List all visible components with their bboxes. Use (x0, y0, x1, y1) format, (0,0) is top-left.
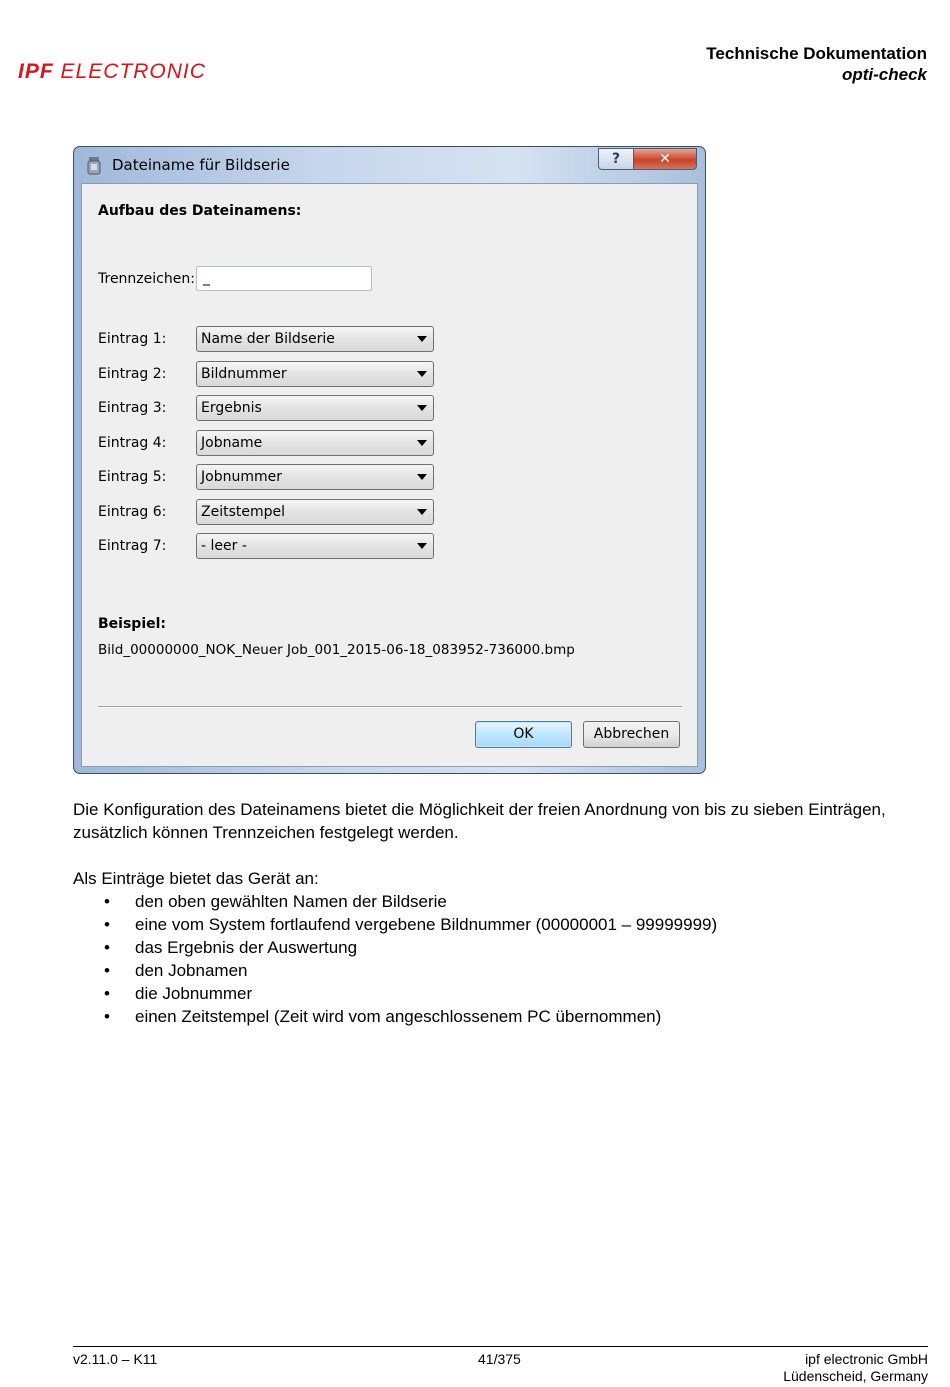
list-item-text: eine vom System fortlaufend vergebene Bildnummer (00000001 – 99999999) (135, 915, 718, 934)
list-item (100, 890, 717, 913)
close-button[interactable]: ✕ (633, 148, 697, 170)
filename-dialog-window (73, 146, 706, 774)
bullet-icon: • (104, 984, 110, 1003)
bullet-icon: • (104, 938, 110, 957)
footer-rule (73, 1346, 928, 1347)
entry-value: Jobname (201, 435, 263, 451)
entry-4-select[interactable] (196, 430, 434, 456)
list-item (100, 959, 717, 982)
entry-label: Eintrag 6: (98, 504, 167, 520)
list-item (100, 936, 717, 959)
dialog-client-area (81, 183, 698, 767)
entry-1-select[interactable] (196, 326, 434, 352)
logo-electronic: ELECTRONIC (60, 60, 206, 83)
entry-value: Ergebnis (201, 400, 262, 416)
bullet-icon: • (104, 961, 110, 980)
cancel-button[interactable]: Abbrechen (583, 721, 680, 748)
entry-label: Eintrag 7: (98, 538, 167, 554)
entry-label: Eintrag 2: (98, 366, 167, 382)
entry-label: Eintrag 4: (98, 435, 167, 451)
footer-version: v2.11.0 – K11 (73, 1351, 158, 1367)
separator-label: Trennzeichen: (98, 271, 195, 287)
list-item-text: die Jobnummer (135, 984, 253, 1003)
entry-6-select[interactable] (196, 499, 434, 525)
chevron-down-icon (417, 336, 427, 342)
document-header (706, 43, 927, 85)
list-item (100, 982, 717, 1005)
list-item (100, 1005, 717, 1028)
footer-location: Lüdenscheid, Germany (783, 1368, 928, 1384)
divider (98, 706, 682, 708)
list-item-text: den oben gewählten Namen der Bildserie (135, 892, 447, 911)
ok-button[interactable]: OK (475, 721, 572, 748)
list-item-text: das Ergebnis der Auswertung (135, 938, 358, 957)
bullet-icon: • (104, 892, 110, 911)
list-item-text: den Jobnamen (135, 961, 248, 980)
chevron-down-icon (417, 371, 427, 377)
list-item (100, 913, 717, 936)
footer-company (783, 1351, 928, 1385)
entry-label: Eintrag 3: (98, 400, 167, 416)
company-logo (18, 60, 206, 84)
entry-value: Jobnummer (201, 469, 282, 485)
dialog-title: Dateiname für Bildserie (112, 156, 290, 174)
entry-value: - leer - (201, 538, 247, 554)
list-item-text: einen Zeitstempel (Zeit wird vom angeschlossenem PC übernommen) (135, 1007, 662, 1026)
intro-line-1: Die Konfiguration des Dateinamens bietet die Möglichkeit der freien Anordnung von bis zu sieben Einträgen, (73, 800, 886, 819)
footer-page-number: 41/375 (478, 1351, 521, 1367)
chevron-down-icon (417, 543, 427, 549)
doc-subtitle: opti-check (841, 65, 927, 84)
entry-5-select[interactable] (196, 464, 434, 490)
section-heading: Aufbau des Dateinamens: (98, 203, 302, 219)
chevron-down-icon (417, 405, 427, 411)
bullet-icon: • (104, 915, 110, 934)
entry-value: Name der Bildserie (201, 331, 335, 347)
entries-intro: Als Einträge bietet das Gerät an: (73, 869, 319, 888)
chevron-down-icon (417, 509, 427, 515)
intro-paragraph (73, 798, 886, 844)
bullet-icon: • (104, 1007, 110, 1026)
example-heading: Beispiel: (98, 616, 167, 632)
logo-ipf: IPF (18, 60, 54, 83)
entry-2-select[interactable] (196, 361, 434, 387)
example-filename: Bild_00000000_NOK_Neuer Job_001_2015-06-18_083952-736000.bmp (98, 642, 575, 658)
entry-value: Bildnummer (201, 366, 287, 382)
intro-line-2: zusätzlich können Trennzeichen festgelegt werden. (73, 823, 459, 842)
entry-3-select[interactable] (196, 395, 434, 421)
entry-label: Eintrag 1: (98, 331, 167, 347)
chevron-down-icon (417, 474, 427, 480)
entry-value: Zeitstempel (201, 504, 286, 520)
separator-input[interactable]: _ (196, 266, 372, 291)
app-icon (86, 156, 102, 176)
dialog-titlebar[interactable] (74, 147, 705, 183)
entries-list (100, 890, 717, 1028)
entry-7-select[interactable] (196, 533, 434, 559)
chevron-down-icon (417, 440, 427, 446)
doc-title: Technische Dokumentation (706, 44, 927, 63)
footer-company-name: ipf electronic GmbH (805, 1351, 928, 1367)
entry-label: Eintrag 5: (98, 469, 167, 485)
help-button[interactable]: ? (598, 148, 634, 170)
